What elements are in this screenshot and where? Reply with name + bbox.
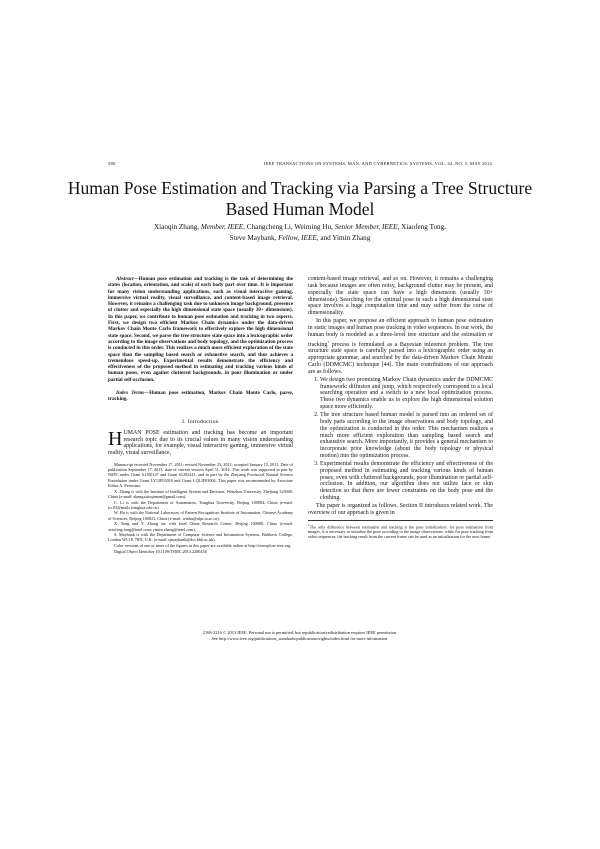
left-column <box>108 276 293 555</box>
author-role: Member, IEEE, <box>200 223 245 231</box>
drop-cap: H <box>108 427 123 450</box>
paragraph: content-based image retrieval, and so on. However, it remains a challenging task because images are often noisy, background clutter may be present, and especially the state space can have a high dimension (usually 30+ dimensions). Searching for the optimal pose in such a high dimensional state space involves a huge computation time and may suffer from the curse of dimensionality. <box>308 276 493 317</box>
copyright-line: 2168-2216 © 2013 IEEE. Personal use is permitted, but republication/redistribution requires IEEE permission. <box>202 630 398 635</box>
footnote: X. Tong and Y. Zhang are with Intel China Research Center, Beijing 100080, China (e-mail: xiaofeng.tong@intel.com; yimin.zhang@intel.com). <box>108 521 293 532</box>
author: Steve Maybank, <box>229 234 277 242</box>
footnote: Digital Object Identifier 10.1109/TSMC.2013.2280438 <box>114 548 207 554</box>
footnote-ref: 1 <box>327 339 330 344</box>
intro-text: UMAN POSE estimation and tracking has become an important research topic due to its crucial values in many vision understanding applications, for example, visual interactive gaming, immersive virtual reality, visual surveillance, <box>108 429 293 457</box>
abstract <box>108 276 293 383</box>
page-number: 580 <box>108 161 116 166</box>
right-footnote <box>308 520 493 540</box>
paragraph: The paper is organized as follows. Section II introduces related work. The overview of our approach is given in <box>308 502 493 516</box>
paper-title: Human Pose Estimation and Tracking via Parsing a Tree Structure Based Human Model <box>67 178 533 219</box>
list-item: 3. Experimental results demonstrate the efficiency and effectiveness of the proposed method in estimating and tracking various kinds of human poses, even with cluttered backgrounds, poor illumination or partial self-occlusion. In addition, our algorithm does not utilize face or skin detection so that there are fewer constraints on the body pose and the clothing. <box>320 461 493 502</box>
journal-name: IEEE TRANSACTIONS ON SYSTEMS, MAN, AND CYBERNETICS: SYSTEMS, VOL. 44, NO. 5, MAY 2014 <box>263 161 492 166</box>
running-header <box>108 161 492 166</box>
footnote: C. Li is with the Department of Automation, Tsinghua University, Beijing 100084, China (e-mail: lcc03@mails.tsinghua.edu.cn). <box>108 499 293 510</box>
paragraph-text: In this paper, we propose an efficient approach to human pose estimation in static images and human pose tracking in video sequences. In our work, the human body is modeled as a three-level tree structure and the estimation or tracking <box>308 318 493 348</box>
author-list <box>80 222 520 244</box>
footnote-mark: 1 <box>308 522 310 527</box>
index-terms <box>108 390 293 403</box>
author-role: Senior Member, IEEE, <box>334 223 400 231</box>
footnote: X. Zhang is with the Institute of Intelligent System and Decision, Wenzhou University, Zhejiang 325000, China (e-mail: zhangxiaoqinnan@gmail.com). <box>108 488 293 499</box>
author: Changcheng Li, Weiming Hu, <box>246 223 333 231</box>
paragraph <box>308 318 493 376</box>
author: Xiaofeng Tong, <box>401 223 447 231</box>
abstract-label: Abstract <box>116 276 134 282</box>
left-footnotes <box>108 462 293 554</box>
list-item: 1. We design two promising Markov Chain dynamics under the DDMCMC framework: diffusion and jump, which respectively correspond to a local searching operation and a switch to a new local optimization process. These two dynamics enable us to explore the high dimensional solution space more efficiently. <box>320 377 493 411</box>
footnote: S. Maybank is with the Department of Computer Science and Information Systems, Birkbeck College, London WC1E 7HX, U.K. (e-mail: sjmaybank@dcs.bbk.ac.uk). <box>108 532 293 543</box>
index-terms-label: Index Terms <box>116 390 145 397</box>
index-terms-text: —Human pose estimation, Markov Chain Monte Carlo, parse, tracking. <box>108 390 293 403</box>
contributions-list <box>308 377 493 502</box>
section-heading: I. Introduction <box>182 418 219 425</box>
author: and Yimin Zhang <box>320 234 371 242</box>
copyright-notice <box>108 630 492 642</box>
rights-link-line: See http://www.ieee.org/publications_standards/publications/rights/index.html for more information. <box>211 636 389 641</box>
author: Xiaoqin Zhang, <box>153 223 200 231</box>
intro-paragraph <box>108 427 293 457</box>
footnote: Manuscript received November 17, 2011; revised November 23, 2012; accepted January 15, 2013. Date of publication September 17, 2013; date of current version April 11, 2014. This work was supported in part by NSFC under Grant 61100147 and Grant 61203241, and in part by the Zhejiang Provincial Natural Science Foundation under Grant LY12F03016 and Grant LQ12F03004. This paper was recommended by Associate Editor A. Petrosino. <box>108 462 293 488</box>
footnote-text: The only difference between estimation and tracking is the pose initialization: for pose estimation from images, it is necessary to initialize the pose according to the image observations, while for pose tracking from video sequences, the tracking result from the current frame can be used as an initialization for the next frame. <box>308 524 493 540</box>
right-column <box>308 276 493 540</box>
paragraph-text: process is formulated as a Bayesian inference problem. The tree structure state space is carefully parsed into a lexicographic order using an appropriate grammar, and searched by the data-driven Markov Chain Monte Carlo (DDMCMC) technique [44]. The main contributions of our approach are as follows. <box>308 341 493 375</box>
author-role: Fellow, IEEE, <box>278 234 319 242</box>
footnote: W. Hu is with the National Laboratory of Pattern Recognition, Institute of Automation, Chinese Academy of Sciences, Beijing 100023, China (e-mail: wmhu@nlpr.ia.ac.cn). <box>108 510 293 521</box>
list-item: 2. The tree structure based human model is parsed into an ordered set of body parts according to the image observations and body topology, and the optimization is conducted in this order. This mechanism realizes a much more efficient exploration than sampling based search and exhaustive search. More importantly, it provides a general mechanism to incorporate prior knowledge (about the body topology or physical motion) into the optimization process. <box>320 412 493 460</box>
footnote: Color versions of one or more of the figures in this paper are available online at http://ieeexplore.ieee.org. <box>114 543 292 549</box>
abstract-text: —Human pose estimation and tracking is the task of determining the states (location, orientation, and scale) of each body part over time. It is important for many vision understanding applications, such as visual interactive gaming, immersive virtual reality, visual surveillance, and content-based image retrieval. However, it remains a challenging task due to unknown image background, presence of clutter and especially the high dimensional state space (usually 30+ dimensions). In this paper, we contribute to human pose estimation and tracking in two aspects. First, we design two efficient Markov Chain dynamics under the data-driven Markov Chain Monte Carlo framework to effectively explore the high dimensional state space. Second, we parse the tree structure state space into a lexicographic order according to the image observations and body topology, and the optimization process is conducted in this order. This realizes a much more efficient exploration of the state space than the sampling based search or exhaustive search, and thus achieves a tremendous speed-up. Experimental results demonstrate the efficiency and effectiveness of the proposed method in estimating and tracking various kinds of human poses, even against cluttered backgrounds, in poor illumination or under partial self-occlusion. <box>108 276 293 383</box>
